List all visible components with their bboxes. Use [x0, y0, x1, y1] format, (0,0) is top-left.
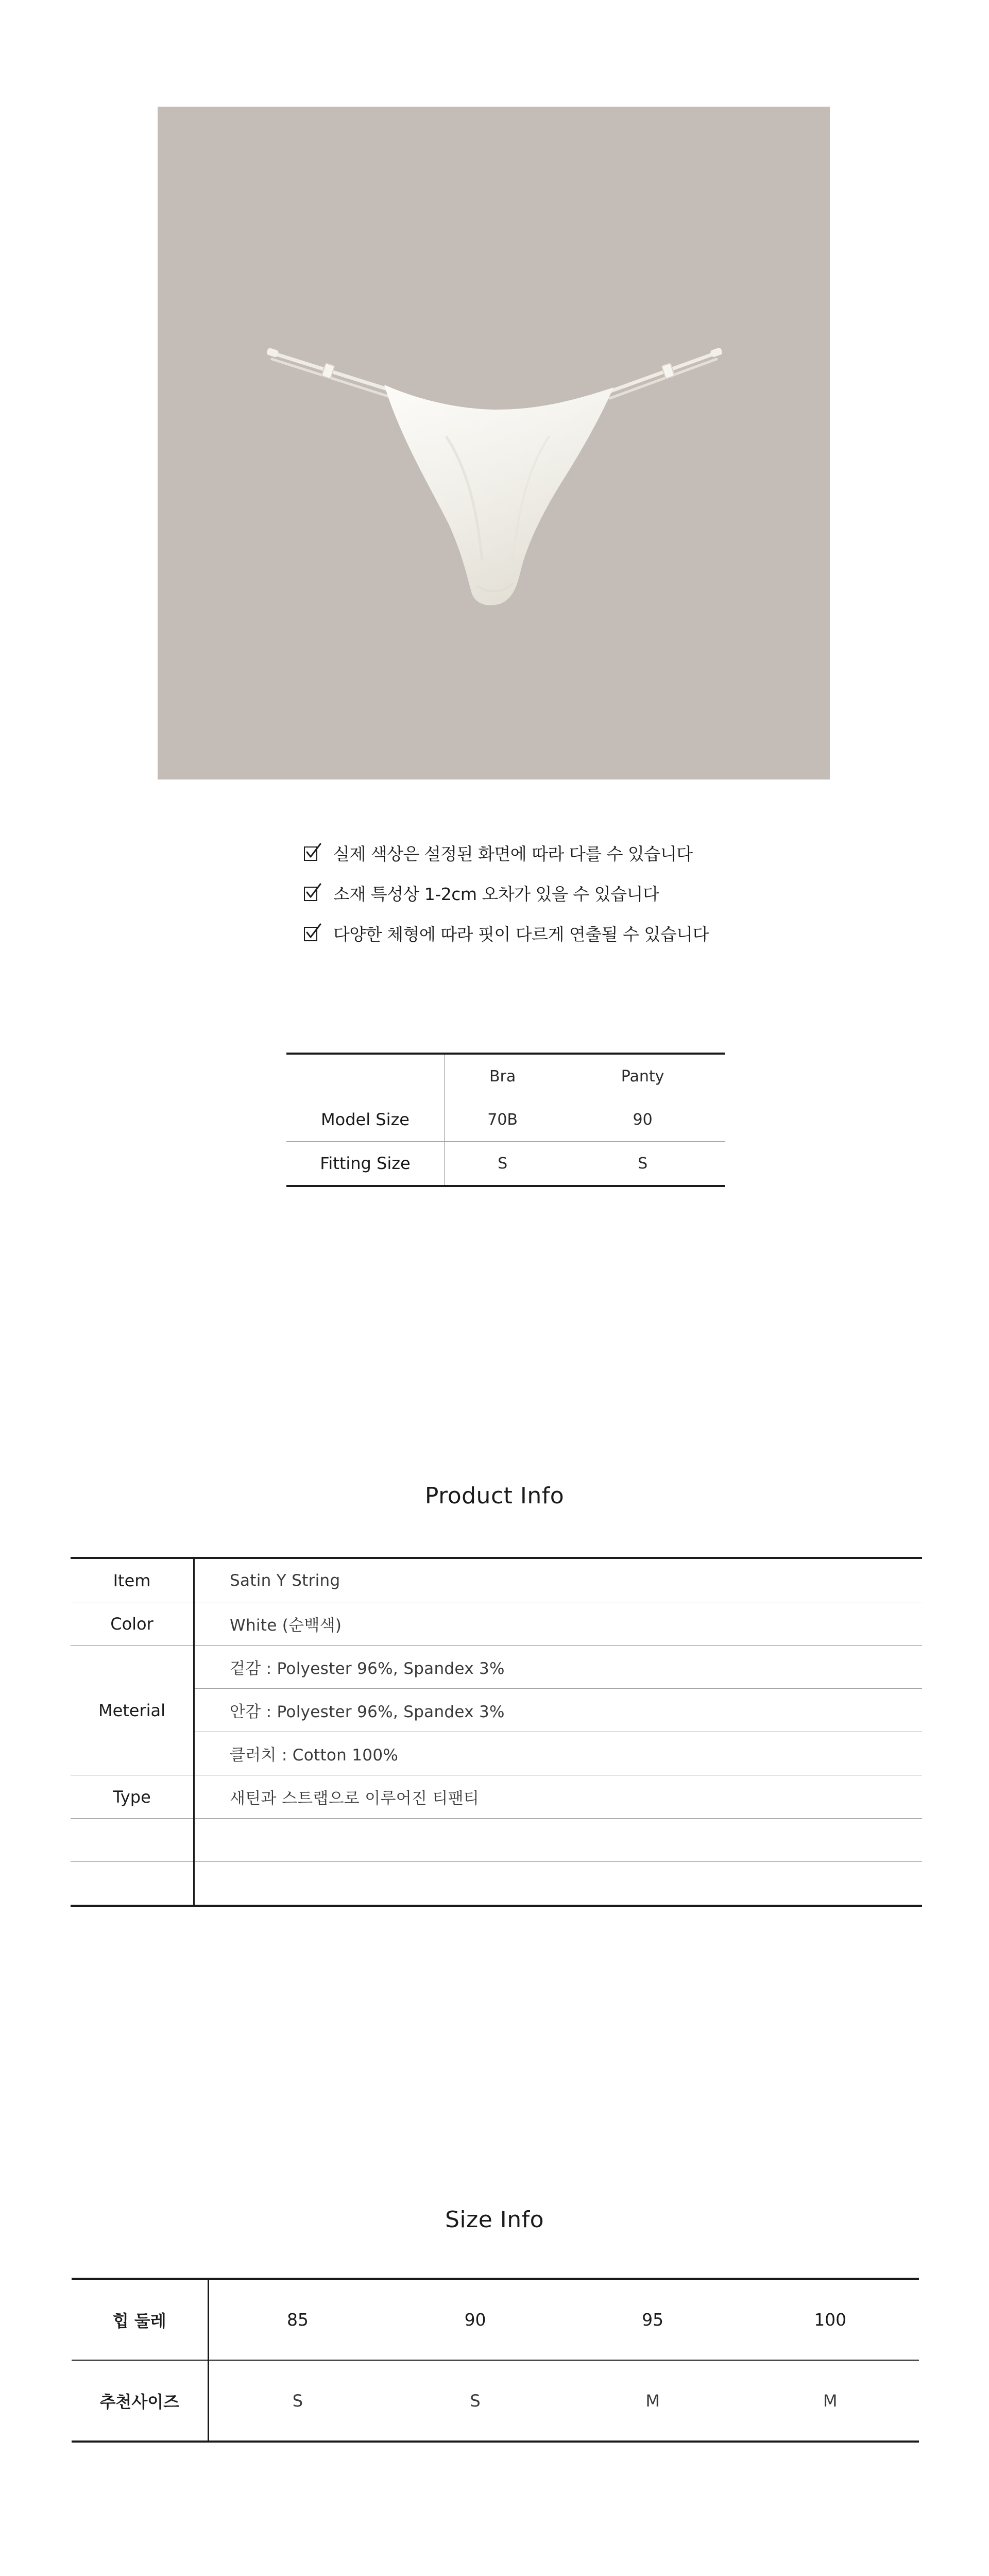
table-row — [71, 1558, 922, 1602]
row-label — [71, 1819, 194, 1862]
row-label: Color — [71, 1602, 194, 1646]
table-cell: S — [208, 2360, 386, 2442]
table-cell: 새틴과 스트랩으로 이루어진 티팬티 — [194, 1775, 923, 1819]
table-cell: Satin Y String — [194, 1558, 923, 1602]
table-cell: S — [638, 1154, 648, 1173]
table-cell: 85 — [208, 2279, 386, 2360]
panty-illustration — [158, 107, 830, 779]
table-cell: 100 — [741, 2279, 919, 2360]
table-row — [286, 1142, 725, 1187]
table-row — [72, 2279, 919, 2360]
checkbox-checked-icon — [303, 843, 323, 863]
checkbox-checked-icon — [303, 923, 323, 944]
table-row — [71, 1819, 922, 1862]
notice-text: 다양한 체형에 따라 핏이 다르게 연출될 수 있습니다 — [333, 924, 709, 944]
product-info-table — [71, 1557, 922, 1907]
table-header-cell: Panty — [621, 1067, 664, 1086]
notice-item — [303, 883, 709, 923]
table-header-row — [286, 1054, 725, 1098]
table-row — [72, 2360, 919, 2442]
row-label: Meterial — [71, 1646, 194, 1775]
table-header-cell — [286, 1054, 445, 1098]
size-info-table — [72, 2278, 919, 2443]
notice-text: 소재 특성상 1-2cm 오차가 있을 수 있습니다 — [333, 884, 659, 904]
table-cell: White (순백색) — [194, 1602, 923, 1646]
notice-list — [303, 843, 709, 963]
notice-text: 실제 색상은 설정된 화면에 따라 다를 수 있습니다 — [333, 844, 693, 864]
table-row — [286, 1098, 725, 1142]
table-cell: 70B — [487, 1110, 518, 1129]
row-label — [71, 1862, 194, 1906]
table-cell: 90 — [633, 1110, 653, 1129]
row-label: Model Size — [286, 1098, 445, 1142]
row-label: 힙 둘레 — [72, 2279, 208, 2360]
row-label: Item — [71, 1558, 194, 1602]
table-header-cell: Bra — [489, 1067, 516, 1086]
table-cell: 95 — [564, 2279, 742, 2360]
table-row — [71, 1602, 922, 1646]
table-row — [71, 1689, 922, 1732]
table-cell: M — [741, 2360, 919, 2442]
table-cell: 클러치 : Cotton 100% — [194, 1732, 923, 1775]
size-info-title: Size Info — [445, 2207, 544, 2233]
row-label: 추천사이즈 — [72, 2360, 208, 2442]
table-cell — [194, 1862, 923, 1906]
notice-item — [303, 923, 709, 963]
table-cell: S — [386, 2360, 564, 2442]
product-photo — [158, 107, 830, 779]
notice-item — [303, 843, 709, 883]
checkbox-checked-icon — [303, 883, 323, 904]
table-cell: S — [498, 1154, 508, 1173]
row-label: Fitting Size — [286, 1142, 445, 1187]
product-info-title: Product Info — [424, 1483, 565, 1509]
row-label: Type — [71, 1775, 194, 1819]
fit-table — [286, 1053, 725, 1187]
table-cell: 안감 : Polyester 96%, Spandex 3% — [194, 1689, 923, 1732]
table-row — [71, 1732, 922, 1775]
table-cell: 겉감 : Polyester 96%, Spandex 3% — [194, 1646, 923, 1689]
table-cell: M — [564, 2360, 742, 2442]
table-cell: 90 — [386, 2279, 564, 2360]
table-row — [71, 1862, 922, 1906]
table-row — [71, 1646, 922, 1689]
table-row — [71, 1775, 922, 1819]
table-cell — [194, 1819, 923, 1862]
